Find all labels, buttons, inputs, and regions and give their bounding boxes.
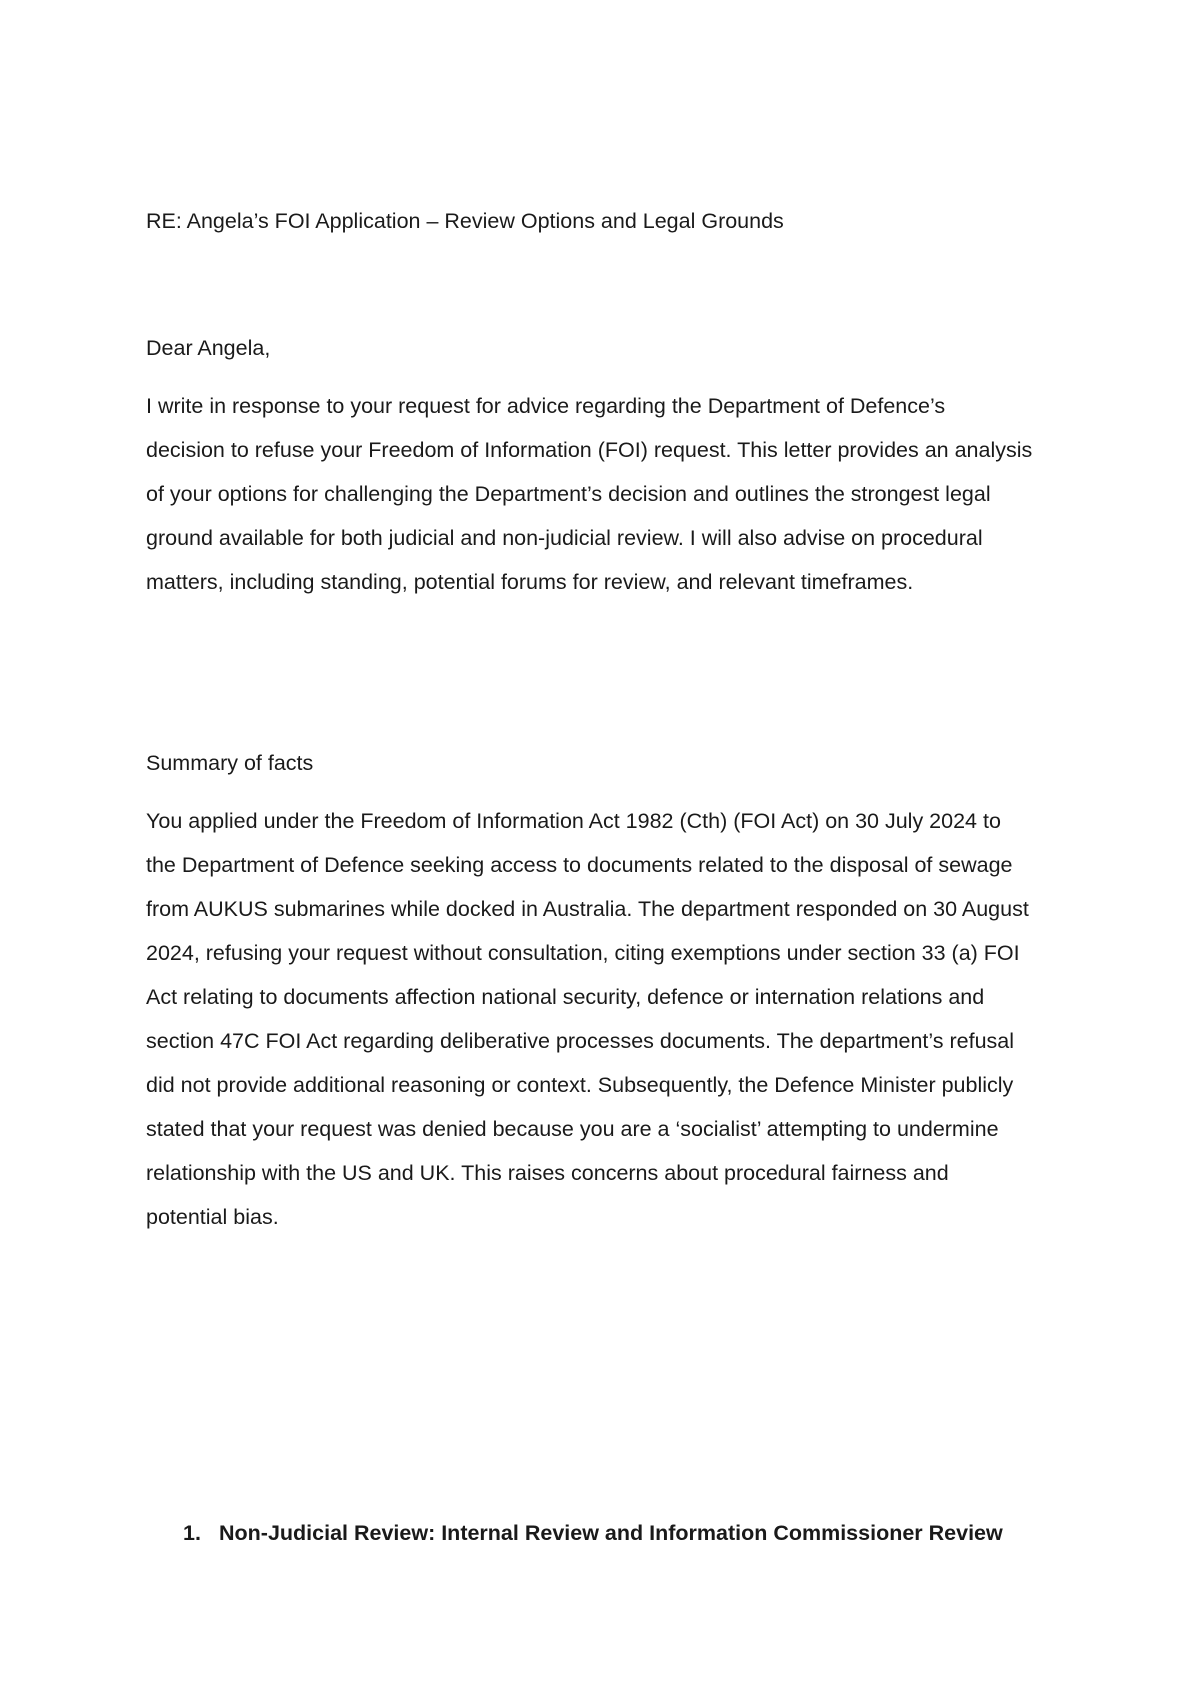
summary-line: potential bias.	[146, 1205, 279, 1229]
intro-line: of your options for challenging the Department’s decision and outlines the strongest legal	[146, 482, 991, 506]
intro-line: decision to refuse your Freedom of Information (FOI) request. This letter provides an analysis	[146, 438, 1033, 462]
section-heading	[183, 1520, 1003, 1546]
summary-line: 2024, refusing your request without consultation, citing exemptions under section 33 (a) FOI	[146, 941, 1020, 965]
summary-line: section 47C FOI Act regarding deliberative processes documents. The department’s refusal	[146, 1029, 1015, 1053]
intro-line: ground available for both judicial and non-judicial review. I will also advise on procedural	[146, 526, 983, 550]
salutation: Dear Angela,	[146, 336, 271, 360]
summary-line: Act relating to documents affection national security, defence or internation relations and	[146, 985, 985, 1009]
summary-heading: Summary of facts	[146, 751, 314, 775]
intro-line: matters, including standing, potential forums for review, and relevant timeframes.	[146, 570, 914, 594]
summary-line: did not provide additional reasoning or context. Subsequently, the Defence Minister publicly	[146, 1073, 1014, 1097]
letter-subject: RE: Angela’s FOI Application – Review Options and Legal Grounds	[146, 209, 784, 233]
summary-line: stated that your request was denied because you are a ‘socialist’ attempting to undermine	[146, 1117, 999, 1141]
summary-line: the Department of Defence seeking access to documents related to the disposal of sewage	[146, 853, 1013, 877]
summary-line: from AUKUS submarines while docked in Australia. The department responded on 30 August	[146, 897, 1029, 921]
section-title: Non-Judicial Review: Internal Review and Information Commissioner Review	[219, 1521, 1003, 1545]
summary-line: You applied under the Freedom of Information Act 1982 (Cth) (FOI Act) on 30 July 2024 to	[146, 809, 1001, 833]
summary-line: relationship with the US and UK. This raises concerns about procedural fairness and	[146, 1161, 949, 1185]
intro-line: I write in response to your request for advice regarding the Department of Defence’s	[146, 394, 946, 418]
section-number: 1.	[183, 1521, 201, 1545]
